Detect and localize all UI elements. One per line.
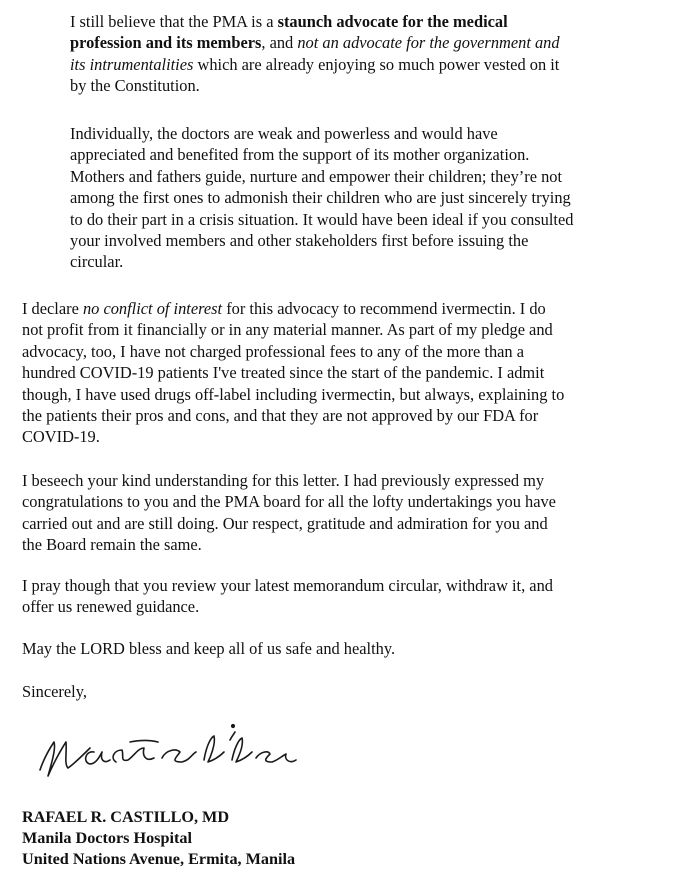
paragraph-review-circular bbox=[22, 575, 553, 618]
text-line: congratulations to you and the PMA board for all the lofty undertakings you have bbox=[22, 492, 556, 512]
text-line: I pray though that you review your latest memorandum circular, withdraw it, and bbox=[22, 576, 553, 595]
text-line: though, I have used drugs off-label including ivermectin, but always, explaining to bbox=[22, 384, 565, 404]
text-line: Individually, the doctors are weak and powerless and would have bbox=[70, 124, 498, 143]
paragraph-pma-advocate bbox=[70, 11, 560, 97]
text-line: the Board remain the same. bbox=[22, 535, 202, 555]
text-line: offer us renewed guidance. bbox=[22, 597, 200, 617]
text-line: carried out and are still doing. Our respect, gratitude and admiration for you and bbox=[22, 513, 548, 533]
text-line: COVID-19. bbox=[22, 427, 100, 447]
paragraph-conflict-of-interest bbox=[22, 298, 564, 448]
text-line: Mothers and fathers guide, nurture and empower their children; they’re not bbox=[70, 166, 563, 186]
handwritten-signature bbox=[34, 718, 304, 788]
text-line: the patients their pros and cons, and that they are not approved by our FDA for bbox=[22, 406, 539, 426]
signatory-institution: Manila Doctors Hospital bbox=[22, 829, 192, 847]
text-line: May the LORD bless and keep all of us safe and healthy. bbox=[22, 639, 396, 658]
paragraph-understanding bbox=[22, 470, 556, 556]
text-line: appreciated and benefited from the support of its mother organization. bbox=[70, 145, 530, 165]
text-line: Sincerely, bbox=[22, 682, 87, 701]
text-line: its intrumentalities which are already enjoying so much power vested on it bbox=[70, 54, 560, 74]
text-line: I beseech your kind understanding for this letter. I had previously expressed my bbox=[22, 471, 545, 490]
signatory-block bbox=[22, 807, 295, 870]
closing-salutation bbox=[22, 681, 87, 702]
text-line: by the Constitution. bbox=[70, 76, 200, 96]
text-line: your involved members and other stakeholders first before issuing the bbox=[70, 231, 529, 251]
paragraph-blessing bbox=[22, 638, 395, 659]
text-line: I still believe that the PMA is a staunch advocate for the medical bbox=[70, 12, 508, 31]
text-line: to do their part in a crisis situation. It would have been ideal if you consulted bbox=[70, 209, 574, 229]
text-line: advocacy, too, I have not charged professional fees to any of the more than a bbox=[22, 341, 525, 361]
text-line: circular. bbox=[70, 252, 124, 272]
text-line: hundred COVID-19 patients I've treated since the start of the pandemic. I admit bbox=[22, 363, 545, 383]
paragraph-doctors-powerless bbox=[70, 123, 573, 273]
signatory-name: RAFAEL R. CASTILLO, MD bbox=[22, 808, 230, 826]
text-line: profession and its members, and not an advocate for the government and bbox=[70, 33, 560, 53]
text-line: among the first ones to admonish their children who are just sincerely trying bbox=[70, 188, 571, 208]
signatory-address: United Nations Avenue, Ermita, Manila bbox=[22, 850, 296, 868]
text-line: not profit from it financially or in any material manner. As part of my pledge and bbox=[22, 320, 553, 340]
text-line: I declare no conflict of interest for this advocacy to recommend ivermectin. I do bbox=[22, 299, 546, 318]
